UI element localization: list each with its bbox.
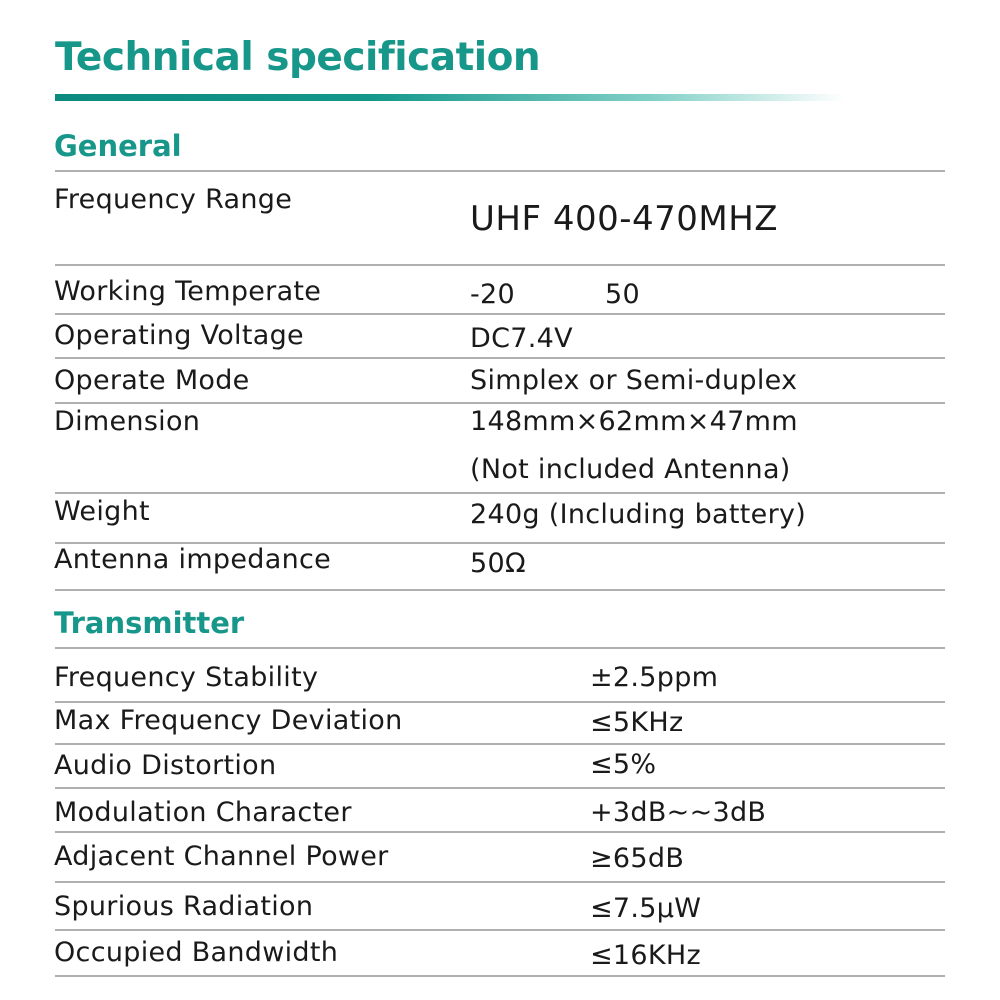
spec-value-antenna-impedance: 50Ω [470,548,526,579]
divider [55,881,945,883]
page-title: Technical specification [55,35,541,80]
divider [55,357,945,359]
spec-value-dimension: 148mm×62mm×47mm [470,406,798,437]
divider [55,647,945,649]
divider [55,402,945,404]
spec-label-occupied-bandwidth: Occupied Bandwidth [54,937,339,968]
spec-value-modulation-character: +3dB~~3dB [590,797,767,828]
spec-label-frequency-range: Frequency Range [54,184,293,215]
spec-label-spurious-radiation: Spurious Radiation [54,891,314,922]
divider [55,170,945,172]
spec-label-antenna-impedance: Antenna impedance [54,544,332,575]
divider [55,929,945,931]
spec-label-dimension: Dimension [54,406,201,437]
spec-value-frequency-range: UHF 400-470MHZ [470,199,779,239]
spec-label-audio-distortion: Audio Distortion [54,750,277,781]
spec-value-working-temperate-max: 50 [605,279,640,310]
divider [55,975,945,977]
spec-label-modulation-character: Modulation Character [54,797,352,828]
spec-label-working-temperate: Working Temperate [54,276,322,307]
spec-value-operate-mode: Simplex or Semi-duplex [470,365,798,396]
divider [55,313,945,315]
divider [55,831,945,833]
spec-value-occupied-bandwidth: ≤16KHz [590,940,701,971]
spec-label-operate-mode: Operate Mode [54,365,250,396]
section-heading-transmitter: Transmitter [54,606,245,640]
divider [55,589,945,591]
spec-label-weight: Weight [54,496,150,527]
spec-value-weight: 240g (Including battery) [470,499,807,530]
spec-label-frequency-stability: Frequency Stability [54,662,319,693]
spec-value-working-temperate-min: -20 [470,279,515,310]
spec-label-max-frequency-deviation: Max Frequency Deviation [54,705,403,736]
spec-label-adjacent-channel-power: Adjacent Channel Power [54,841,389,872]
spec-label-operating-voltage: Operating Voltage [54,320,304,351]
spec-value-max-frequency-deviation: ≤5KHz [590,707,684,738]
divider [55,787,945,789]
spec-value-dimension-note: (Not included Antenna) [470,454,791,485]
section-heading-general: General [54,129,182,163]
spec-value-audio-distortion: ≤5% [590,749,657,780]
divider [55,264,945,266]
spec-value-operating-voltage: DC7.4V [470,323,573,354]
divider [55,492,945,494]
spec-value-spurious-radiation: ≤7.5μW [590,893,702,924]
divider [55,743,945,745]
title-underline-bar [55,94,845,101]
divider [55,701,945,703]
spec-value-adjacent-channel-power: ≥65dB [590,843,685,874]
spec-value-frequency-stability: ±2.5ppm [590,662,719,693]
